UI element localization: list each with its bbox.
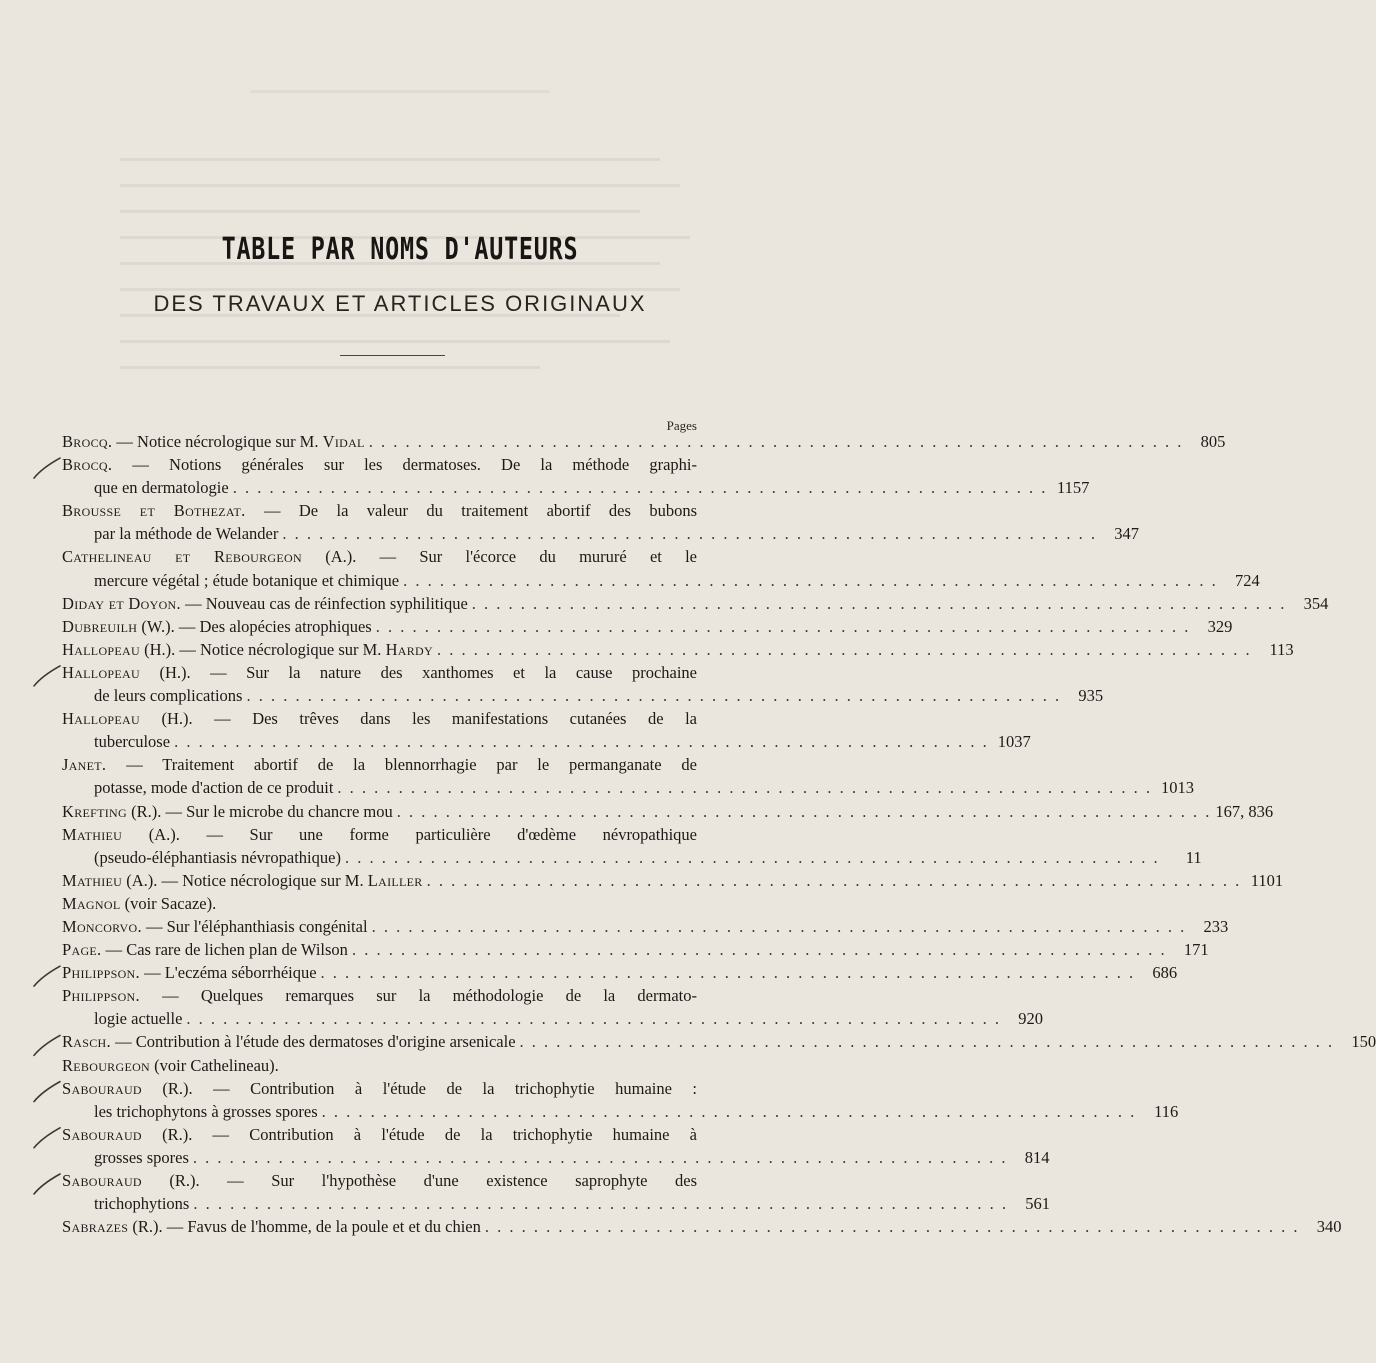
entry-title: (A.). — Notice nécrologique sur M.	[126, 870, 368, 890]
entry-line	[62, 707, 697, 730]
entry-title: — Cas rare de lichen plan de Wilson	[105, 940, 348, 960]
page-title: TABLE PAR NOMS D'AUTEURS	[221, 232, 579, 267]
index-entry	[62, 1077, 1179, 1123]
entry-title: (R.). — Contribution à l'étude de la trichophytie humaine :	[162, 1078, 697, 1098]
page-number: 1157	[1056, 478, 1090, 498]
entry-title: de leurs complications	[94, 686, 243, 706]
dot-leader: . . . . . . . . . . . . . . . . . . . . . . . . . . . . . . . . . . . . . . . . . . . . . . . . . . . . . . . . . . . . . . . . . . .	[371, 916, 1187, 936]
entry-author: Hallopeau	[62, 709, 140, 729]
entry-author: Dubreuilh	[62, 616, 138, 636]
entry-text	[62, 430, 365, 453]
dot-leader: . . . . . . . . . . . . . . . . . . . . . . . . . . . . . . . . . . . . . . . . . . . . . . . . . . . . . . . . . . . . . . . . . . .	[351, 940, 1167, 960]
entry-text	[62, 961, 317, 984]
index-entry	[62, 1054, 697, 1077]
entry-title: (H.). — Des trêves dans les manifestations cutanées de la	[161, 709, 698, 729]
entry-text	[62, 1215, 481, 1238]
index-entry	[62, 661, 1104, 707]
pencil-check-mark	[34, 458, 60, 478]
dot-leader: . . . . . . . . . . . . . . . . . . . . . . . . . . . . . . . . . . . . . . . . . . . . . . . . . . . . . . . . . . . . . . . . . . .	[186, 1009, 1002, 1029]
entry-line	[62, 961, 1178, 984]
entry-line	[62, 522, 1139, 545]
entry-line	[62, 800, 1274, 823]
entry-text	[94, 476, 229, 499]
dot-leader: . . . . . . . . . . . . . . . . . . . . . . . . . . . . . . . . . . . . . . . . . . . . . . . . . . . . . . . . . . . . . . . . . . .	[192, 1147, 1008, 1167]
entry-line	[62, 615, 1233, 638]
page-number: 167, 836	[1215, 801, 1274, 821]
entry-author: Janet.	[62, 755, 107, 775]
entry-text	[94, 776, 333, 799]
entry-line	[62, 730, 1031, 753]
index-entry	[62, 638, 1294, 661]
entry-author: Hallopeau	[62, 639, 140, 659]
entry-title: (A.). — Sur l'écorce du mururé et le	[325, 547, 698, 567]
pages-column-label: Pages	[666, 418, 697, 433]
page-number: 561	[1025, 1194, 1050, 1214]
entry-text	[62, 638, 433, 661]
entry-line	[62, 569, 1260, 592]
entry-author: Philippson.	[62, 986, 140, 1006]
entry-author: Rasch.	[62, 1032, 111, 1052]
index-entry	[62, 892, 697, 915]
entry-text	[62, 661, 697, 684]
page-number: 340	[1316, 1217, 1342, 1237]
entry-line	[62, 684, 1104, 707]
page-number: 329	[1207, 616, 1233, 636]
entry-title: — Traitement abortif de la blennorrhagie par le permanganate de	[126, 755, 697, 775]
index-entry	[62, 545, 1260, 591]
index-entry	[62, 823, 1202, 869]
entry-line	[62, 938, 1209, 961]
entry-line	[62, 823, 697, 846]
entry-title: trichophytions	[94, 1194, 190, 1214]
page-number: 920	[1018, 1009, 1044, 1029]
entry-line	[62, 1215, 1342, 1238]
dot-leader: . . . . . . . . . . . . . . . . . . . . . . . . . . . . . . . . . . . . . . . . . . . . . . . . . . . . . . . . . . . . . . . . . . .	[426, 870, 1242, 890]
entry-line	[62, 846, 1202, 869]
bleed-through-texture	[0, 0, 800, 400]
entry-title: (H.). — Notice nécrologique sur M.	[144, 639, 386, 659]
entry-line	[62, 984, 697, 1007]
entry-author: Sabouraud	[62, 1078, 142, 1098]
entry-text	[94, 522, 278, 545]
entry-text	[62, 615, 372, 638]
entry-text	[62, 1123, 697, 1146]
entry-text	[62, 823, 697, 846]
entry-text	[62, 1169, 697, 1192]
entry-author: Brousse et Bothezat.	[62, 501, 246, 521]
entry-title: mercure végétal ; étude botanique et chimique	[94, 570, 400, 590]
index-entry	[62, 753, 1195, 799]
entry-title: tuberculose	[94, 732, 171, 752]
dot-leader: . . . . . . . . . . . . . . . . . . . . . . . . . . . . . . . . . . . . . . . . . . . . . . . . . . . . . . . . . . . . . . . . . . .	[282, 524, 1097, 544]
dot-leader: . . . . . . . . . . . . . . . . . . . . . . . . . . . . . . . . . . . . . . . . . . . . . . . . . . . . . . . . . . . . . . . . . . .	[246, 686, 1062, 706]
entry-author: Brocq.	[62, 432, 113, 451]
entry-author: Moncorvo.	[62, 916, 142, 936]
dot-leader: . . . . . . . . . . . . . . . . . . . . . . . . . . . . . . . . . . . . . . . . . . . . . . . . . . . . . . . . . . . . . . . . . . .	[368, 432, 1184, 451]
entry-text	[62, 938, 348, 961]
entry-text	[94, 684, 242, 707]
author-index-list	[62, 430, 1376, 1238]
index-entry	[62, 800, 1274, 823]
entry-line	[62, 499, 697, 522]
dot-leader: . . . . . . . . . . . . . . . . . . . . . . . . . . . . . . . . . . . . . . . . . . . . . . . . . . . . . . . . . . . . . . . . . . .	[484, 1217, 1300, 1237]
entry-text	[62, 915, 368, 938]
entry-line	[62, 592, 1329, 615]
entry-text	[62, 592, 468, 615]
page-number: 724	[1235, 570, 1260, 590]
index-entry	[62, 984, 1044, 1030]
pencil-check-mark	[34, 966, 60, 986]
index-entry	[62, 1215, 1342, 1238]
entry-title: — Notice nécrologique sur M.	[116, 432, 323, 451]
page-number: 171	[1183, 940, 1209, 960]
entry-author: Brocq.	[62, 455, 113, 475]
entry-title: (A.). — Sur une forme particulière d'œdème névropathique	[148, 824, 698, 844]
entry-line	[62, 1146, 1050, 1169]
pencil-check-mark	[34, 666, 60, 686]
index-entry	[62, 615, 1233, 638]
page-number: 11	[1185, 847, 1202, 867]
entry-title: (H.). — Sur la nature des xanthomes et la cause prochaine	[159, 662, 698, 682]
entry-title: que en dermatologie	[94, 478, 229, 498]
entry-line	[62, 1077, 697, 1100]
page-number: 686	[1152, 963, 1178, 983]
index-entry	[62, 707, 1031, 753]
entry-reference: Lailler	[367, 870, 423, 890]
dot-leader: . . . . . . . . . . . . . . . . . . . . . . . . . . . . . . . . . . . . . . . . . . . . . . . . . . . . . . . . . . . . . . . . . . .	[396, 801, 1212, 821]
entry-title: (R.). — Favus de l'homme, de la poule et et du chien	[132, 1217, 481, 1237]
entry-text	[62, 1054, 279, 1077]
entry-author: Sabouraud	[62, 1171, 142, 1190]
entry-line	[62, 1030, 1376, 1053]
entry-line	[62, 430, 1226, 453]
pencil-check-mark	[34, 1128, 60, 1148]
entry-line	[62, 1100, 1179, 1123]
page-subtitle: DES TRAVAUX ET ARTICLES ORIGINAUX	[153, 291, 647, 316]
dot-leader: . . . . . . . . . . . . . . . . . . . . . . . . . . . . . . . . . . . . . . . . . . . . . . . . . . . . . . . . . . . . . . . . . . .	[320, 963, 1136, 983]
page-number: 1013	[1161, 778, 1195, 798]
entry-line	[62, 869, 1284, 892]
dot-leader: . . . . . . . . . . . . . . . . . . . . . . . . . . . . . . . . . . . . . . . . . . . . . . . . . . . . . . . . . . . . . . . . . . .	[375, 616, 1191, 636]
entry-title: (voir Cathelineau).	[154, 1055, 279, 1075]
entry-author: Sabrazes	[62, 1217, 129, 1237]
entry-line	[62, 1054, 697, 1077]
index-entry	[62, 499, 1139, 545]
entry-title: — Sur l'éléphanthiasis congénital	[146, 916, 368, 936]
index-entry	[62, 869, 1284, 892]
entry-text	[94, 846, 341, 869]
page-number: 805	[1200, 432, 1226, 451]
dot-leader: . . . . . . . . . . . . . . . . . . . . . . . . . . . . . . . . . . . . . . . . . . . . . . . . . . . . . . . . . . . . . . . . . . .	[337, 778, 1153, 798]
entry-text	[62, 800, 393, 823]
entry-line	[62, 776, 1195, 799]
page-number: 814	[1024, 1147, 1050, 1167]
dot-leader: . . . . . . . . . . . . . . . . . . . . . . . . . . . . . . . . . . . . . . . . . . . . . . . . . . . . . . . . . . . . . . . . . . .	[174, 732, 989, 752]
entry-author: Cathelineau et Rebourgeon	[62, 547, 302, 567]
entry-title: — L'eczéma séborrhéique	[144, 963, 317, 983]
index-entry	[62, 592, 1329, 615]
entry-reference: Vidal	[322, 432, 365, 451]
entry-text	[62, 453, 697, 476]
entry-title: (R.). — Contribution à l'étude de la trichophytie humaine à	[162, 1124, 698, 1144]
page-number: 150	[1351, 1032, 1376, 1052]
entry-line	[62, 453, 697, 476]
entry-title: — Quelques remarques sur la méthodologie de la dermato-	[162, 986, 697, 1006]
entry-title: logie actuelle	[94, 1009, 183, 1029]
entry-author: Magnol	[62, 893, 121, 913]
dot-leader: . . . . . . . . . . . . . . . . . . . . . . . . . . . . . . . . . . . . . . . . . . . . . . . . . . . . . . . . . . . . . . . . . . .	[344, 847, 1160, 867]
index-entry	[62, 1123, 1050, 1169]
index-entry	[62, 938, 1209, 961]
entry-title: — Notions générales sur les dermatoses. De la méthode graphi-	[132, 455, 697, 475]
pencil-check-mark	[34, 1174, 60, 1194]
entry-title: (pseudo-éléphantiasis névropathique)	[94, 847, 341, 867]
dot-leader: . . . . . . . . . . . . . . . . . . . . . . . . . . . . . . . . . . . . . . . . . . . . . . . . . . . . . . . . . . . . . . . . . . .	[403, 570, 1218, 590]
index-entry	[62, 961, 1178, 984]
entry-title: les trichophytons à grosses spores	[94, 1101, 318, 1121]
entry-title: (voir Sacaze).	[124, 893, 217, 913]
page-number: 347	[1114, 524, 1139, 544]
entry-line	[62, 545, 697, 568]
entry-line	[62, 892, 697, 915]
pencil-check-mark	[34, 1082, 60, 1102]
index-entry	[62, 430, 1226, 453]
entry-line	[62, 476, 1090, 499]
entry-title: (W.). — Des alopécies atrophiques	[141, 616, 372, 636]
dot-leader: . . . . . . . . . . . . . . . . . . . . . . . . . . . . . . . . . . . . . . . . . . . . . . . . . . . . . . . . . . . . . . . . . . .	[193, 1194, 1008, 1214]
entry-text	[94, 730, 170, 753]
entry-title: par la méthode de Welander	[94, 524, 279, 544]
entry-title: — Nouveau cas de réinfection syphilitique	[185, 593, 468, 613]
entry-title: (R.). — Sur l'hypothèse d'une existence saprophyte des	[169, 1171, 698, 1190]
entry-text	[62, 499, 697, 522]
entry-text	[94, 1100, 318, 1123]
index-entry	[62, 453, 1090, 499]
entry-title: (R.). — Sur le microbe du chancre mou	[131, 801, 393, 821]
dot-leader: . . . . . . . . . . . . . . . . . . . . . . . . . . . . . . . . . . . . . . . . . . . . . . . . . . . . . . . . . . . . . . . . . . .	[232, 478, 1048, 498]
entry-line	[62, 1192, 1050, 1215]
entry-text	[62, 892, 216, 915]
entry-author: Sabouraud	[62, 1124, 142, 1144]
entry-line	[62, 661, 697, 684]
entry-author: Mathieu	[62, 824, 123, 844]
entry-author: Page.	[62, 940, 102, 960]
entry-text	[62, 1077, 697, 1100]
entry-author: Rebourgeon	[62, 1055, 151, 1075]
entry-author: Diday et Doyon.	[62, 593, 181, 613]
entry-text	[94, 569, 399, 592]
page-number: 935	[1078, 686, 1104, 706]
entry-author: Hallopeau	[62, 662, 140, 682]
entry-line	[62, 638, 1294, 661]
entry-text	[62, 545, 697, 568]
entry-line	[62, 1123, 697, 1146]
entry-text	[62, 1030, 516, 1053]
entry-line	[62, 1169, 697, 1192]
entry-line	[62, 753, 697, 776]
page-number: 116	[1154, 1101, 1179, 1121]
entry-text	[94, 1146, 189, 1169]
dot-leader: . . . . . . . . . . . . . . . . . . . . . . . . . . . . . . . . . . . . . . . . . . . . . . . . . . . . . . . . . . . . . . . . . . .	[321, 1101, 1137, 1121]
pencil-check-mark	[34, 1035, 60, 1055]
entry-title: — Contribution à l'étude des dermatoses d'origine arsenicale	[115, 1032, 516, 1052]
entry-text	[94, 1192, 189, 1215]
entry-author: Philippson.	[62, 963, 140, 983]
entry-line	[62, 1007, 1044, 1030]
index-entry	[62, 915, 1229, 938]
entry-text	[94, 1007, 182, 1030]
dot-leader: . . . . . . . . . . . . . . . . . . . . . . . . . . . . . . . . . . . . . . . . . . . . . . . . . . . . . . . . . . . . . . . . . . .	[436, 639, 1252, 659]
page-number: 233	[1203, 916, 1229, 936]
page-number: 1037	[997, 732, 1031, 752]
index-entry	[62, 1169, 1050, 1215]
entry-line	[62, 915, 1229, 938]
page-number: 1101	[1250, 870, 1284, 890]
entry-title: grosses spores	[94, 1147, 189, 1167]
page-number: 354	[1303, 593, 1329, 613]
title-divider	[340, 355, 445, 356]
entry-text	[62, 869, 423, 892]
entry-text	[62, 707, 697, 730]
entry-title: — De la valeur du traitement abortif des bubons	[263, 501, 697, 521]
entry-author: Krefting	[62, 801, 127, 821]
entry-title: potasse, mode d'action de ce produit	[94, 778, 334, 798]
entry-reference: Hardy	[385, 639, 433, 659]
entry-text	[62, 984, 697, 1007]
entry-author: Mathieu	[62, 870, 123, 890]
index-entry	[62, 1030, 1376, 1053]
page-number: 113	[1269, 639, 1294, 659]
dot-leader: . . . . . . . . . . . . . . . . . . . . . . . . . . . . . . . . . . . . . . . . . . . . . . . . . . . . . . . . . . . . . . . . . . .	[519, 1032, 1335, 1052]
dot-leader: . . . . . . . . . . . . . . . . . . . . . . . . . . . . . . . . . . . . . . . . . . . . . . . . . . . . . . . . . . . . . . . . . . .	[471, 593, 1287, 613]
entry-text	[62, 753, 697, 776]
